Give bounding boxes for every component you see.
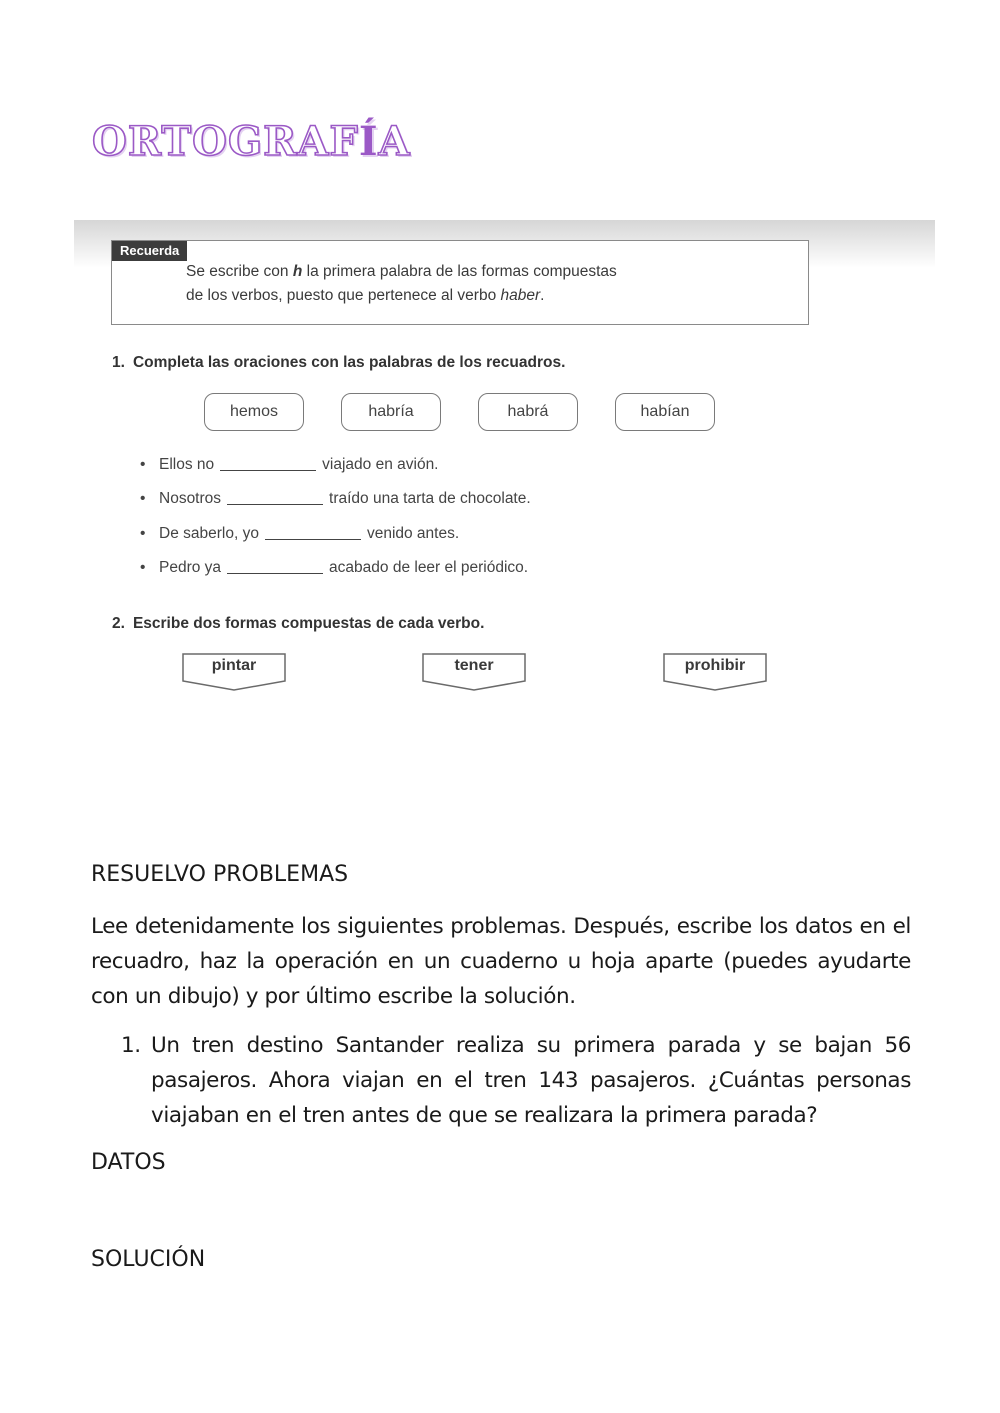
list-item: • Ellos no viajado en avión. — [140, 456, 439, 473]
exercise-1-title: 1. Completa las oraciones con las palabras de los recuadros. — [112, 354, 566, 371]
list-item: • Nosotros traído una tarta de chocolate. — [140, 490, 531, 508]
problems-heading: RESUELVO PROBLEMAS — [91, 862, 349, 887]
word-box: habían — [615, 393, 715, 431]
recuerda-tag: Recuerda — [112, 241, 187, 261]
page-title: ORTOGRAFÍA — [92, 118, 411, 165]
list-item: • De saberlo, yo venido antes. — [140, 524, 460, 542]
datos-label: DATOS — [91, 1150, 166, 1175]
exercise-2-title: 2. Escribe dos formas compuestas de cada verbo. — [112, 615, 485, 632]
sentence-list — [140, 456, 531, 593]
answer-blank[interactable] — [220, 469, 316, 471]
list-item: • Pedro ya acabado de leer el periódico. — [140, 558, 529, 576]
answer-blank[interactable] — [265, 538, 361, 540]
solucion-label: SOLUCIÓN — [91, 1247, 206, 1272]
verb-label-box: tener — [422, 653, 526, 691]
problem-item: 1. Un tren destino Santander realiza su primera parada y se bajan 56 pasajeros. Ahora viajan en el tren 143 pasajeros. ¿Cuántas personas viajaban en el tren antes de que se realizara la primera parada? — [121, 1033, 911, 1128]
answer-blank[interactable] — [227, 503, 323, 505]
recuerda-box — [111, 240, 809, 325]
word-box: habría — [341, 393, 441, 431]
verb-label-box: pintar — [182, 653, 286, 691]
word-box: hemos — [204, 393, 304, 431]
word-box: habrá — [478, 393, 578, 431]
problems-intro: Lee detenidamente los siguientes problemas. Después, escribe los datos en el recuadro, haz la operación en un cuaderno u hoja aparte (puedes ayudarte con un dibujo) y por último escribe la solución. — [91, 914, 911, 1009]
answer-blank[interactable] — [227, 572, 323, 574]
title-accent-letter: Í — [358, 118, 379, 165]
verb-label-box: prohibir — [663, 653, 767, 691]
recuerda-text: Se escribe con h la primera palabra de las formas compuestas de los verbos, puesto que pertenece al verbo haber. — [186, 263, 617, 304]
